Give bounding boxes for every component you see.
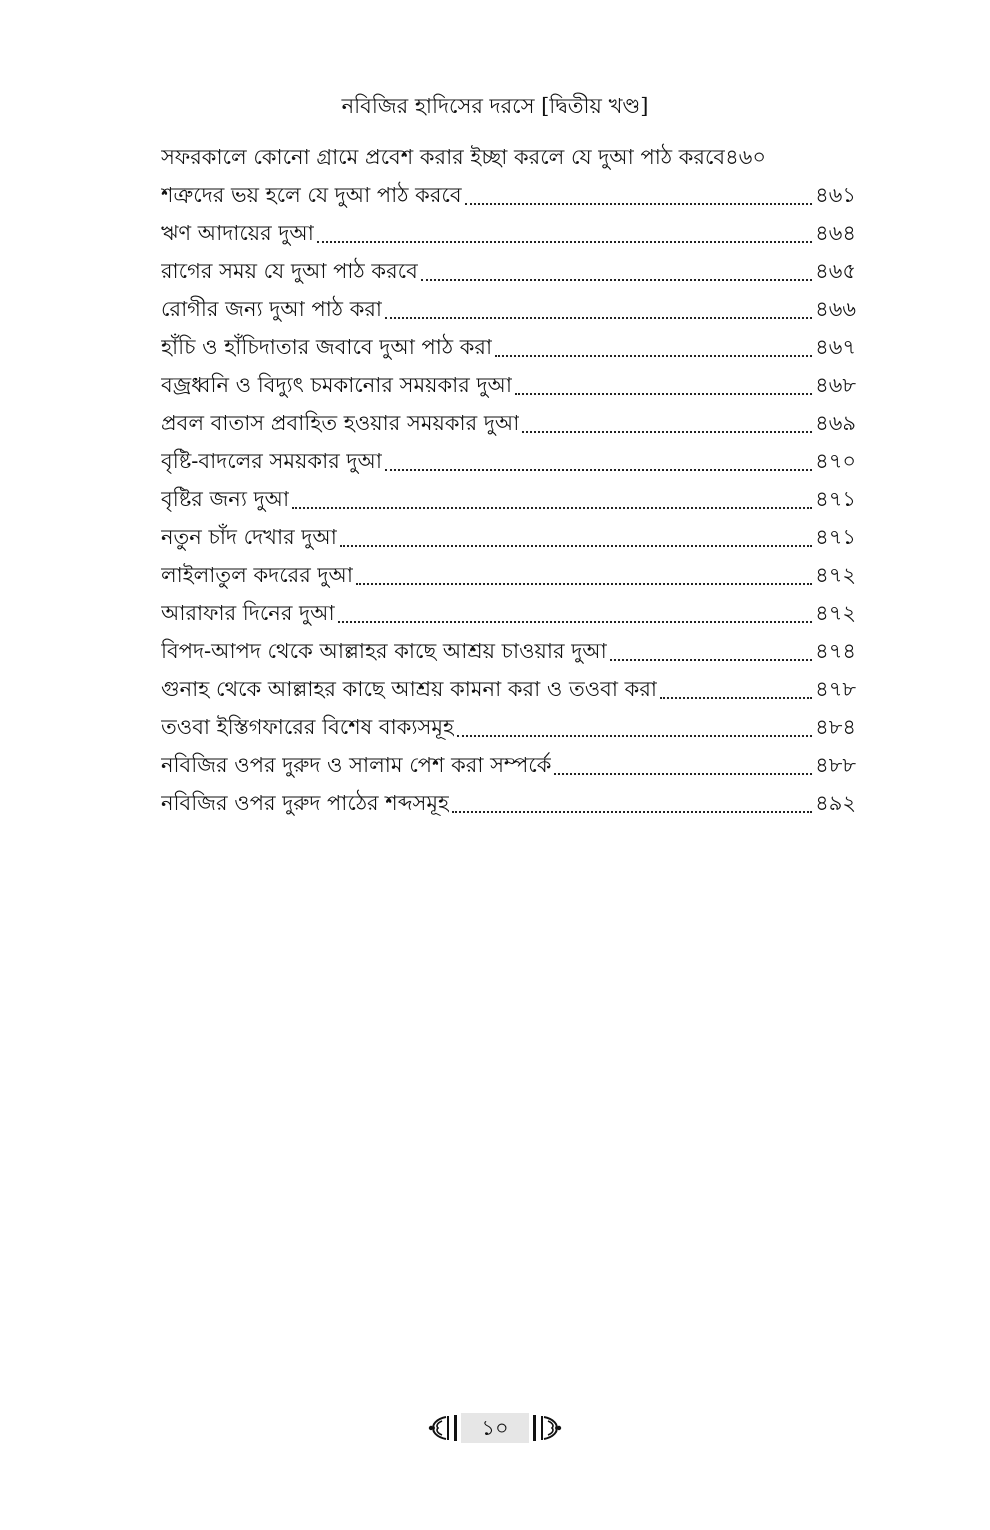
toc-dot-leader [465,203,813,205]
toc-entry-title: রোগীর জন্য দুআ পাঠ করা [161,297,383,321]
toc-dot-leader [660,697,812,699]
toc-dot-leader [385,317,812,319]
toc-entry-title: ঋণ আদায়ের দুআ [161,221,314,245]
toc-entry-title: রাগের সময় যে দুআ পাঠ করবে [161,259,418,283]
toc-entry-title: হাঁচি ও হাঁচিদাতার জবাবে দুআ পাঠ করা [161,335,493,359]
toc-entry-page-number: ৪৯২ [815,791,856,815]
toc-entry-title: লাইলাতুল কদরের দুআ [161,563,353,587]
toc-dot-leader [457,735,812,737]
toc-entry [161,328,856,366]
toc-entry-title: প্রবল বাতাস প্রবাহিত হওয়ার সময়কার দুআ [161,411,520,435]
toc-entry [161,138,856,176]
toc-entry-page-number: ৪৬৭ [815,335,856,359]
toc-entry-page-number: ৪৬১ [815,183,856,207]
toc-entry-page-number: ৪৬৬ [815,297,856,321]
toc-entry-title: বৃষ্টি-বাদলের সময়কার দুআ [161,449,382,473]
toc-entry-page-number: ৪৭১ [815,525,856,549]
page-number: ১০ [461,1413,529,1443]
toc-entry [161,632,856,670]
toc-entry-page-number: ৪৬৮ [815,373,856,397]
toc-entry-title: বজ্রধ্বনি ও বিদ্যুৎ চমকানোর সময়কার দুআ [161,373,513,397]
left-folio-bar [454,1415,457,1441]
toc-entry [161,556,856,594]
toc-entry-page-number: ৪৬৯ [815,411,856,435]
toc-entry-title: নবিজির ওপর দুরুদ ও সালাম পেশ করা সম্পর্কে [161,753,552,777]
toc-entry-page-number: ৪৬০ [725,145,767,169]
right-folio-bar [533,1415,536,1441]
left-ornament-icon [426,1413,450,1443]
toc-dot-leader [385,469,812,471]
toc-dot-leader [317,241,812,243]
table-of-contents [161,138,856,822]
toc-entry-page-number: ৪৮৮ [815,753,856,777]
toc-entry-page-number: ৪৭৮ [815,677,856,701]
toc-dot-leader [340,545,812,547]
toc-entry-page-number: ৪৬৪ [815,221,856,245]
toc-dot-leader [452,811,812,813]
toc-entry [161,404,856,442]
toc-dot-leader [292,507,812,509]
toc-entry-title: তওবা ইস্তিগফারের বিশেষ বাক্যসমূহ [161,715,455,739]
toc-entry-title: গুনাহ থেকে আল্লাহর কাছে আশ্রয় কামনা করা ও তওবা করা [161,677,657,701]
toc-entry [161,442,856,480]
toc-entry-page-number: ৪৭৪ [815,639,856,663]
toc-dot-leader [338,621,812,623]
toc-entry-title: শত্রুদের ভয় হলে যে দুআ পাঠ করবে [161,183,462,207]
toc-dot-leader [356,583,812,585]
toc-entry [161,784,856,822]
toc-dot-leader [421,279,812,281]
toc-entry-page-number: ৪৭২ [815,563,856,587]
toc-entry [161,176,856,214]
toc-entry [161,708,856,746]
toc-entry [161,214,856,252]
toc-dot-leader [495,355,812,357]
toc-dot-leader [522,431,812,433]
toc-entry [161,290,856,328]
toc-entry-page-number: ৪৬৫ [815,259,856,283]
toc-entry [161,746,856,784]
toc-entry-title: বিপদ-আপদ থেকে আল্লাহর কাছে আশ্রয় চাওয়ার দুআ [161,639,607,663]
right-ornament-icon [540,1413,564,1443]
toc-dot-leader [515,393,812,395]
toc-entry-title: আরাফার দিনের দুআ [161,601,335,625]
toc-entry [161,480,856,518]
toc-entry [161,252,856,290]
running-header: নবিজির হাদিসের দরসে [দ্বিতীয় খণ্ড] [341,94,649,118]
toc-entry-title: বৃষ্টির জন্য দুআ [161,487,290,511]
toc-entry-page-number: ৪৮৪ [815,715,856,739]
toc-entry [161,594,856,632]
toc-entry-page-number: ৪৭২ [815,601,856,625]
toc-entry-title: নবিজির ওপর দুরুদ পাঠের শব্দসমূহ [161,791,450,815]
page-folio [0,1408,990,1448]
toc-entry-title: সফরকালে কোনো গ্রামে প্রবেশ করার ইচ্ছা করলে যে দুআ পাঠ করবে [161,145,726,169]
toc-dot-leader [610,659,812,661]
toc-entry-title: নতুন চাঁদ দেখার দুআ [161,525,337,549]
toc-entry [161,670,856,708]
toc-entry-page-number: ৪৭১ [815,487,856,511]
toc-entry-page-number: ৪৭০ [815,449,856,473]
toc-entry [161,518,856,556]
toc-entry [161,366,856,404]
toc-dot-leader [554,773,812,775]
